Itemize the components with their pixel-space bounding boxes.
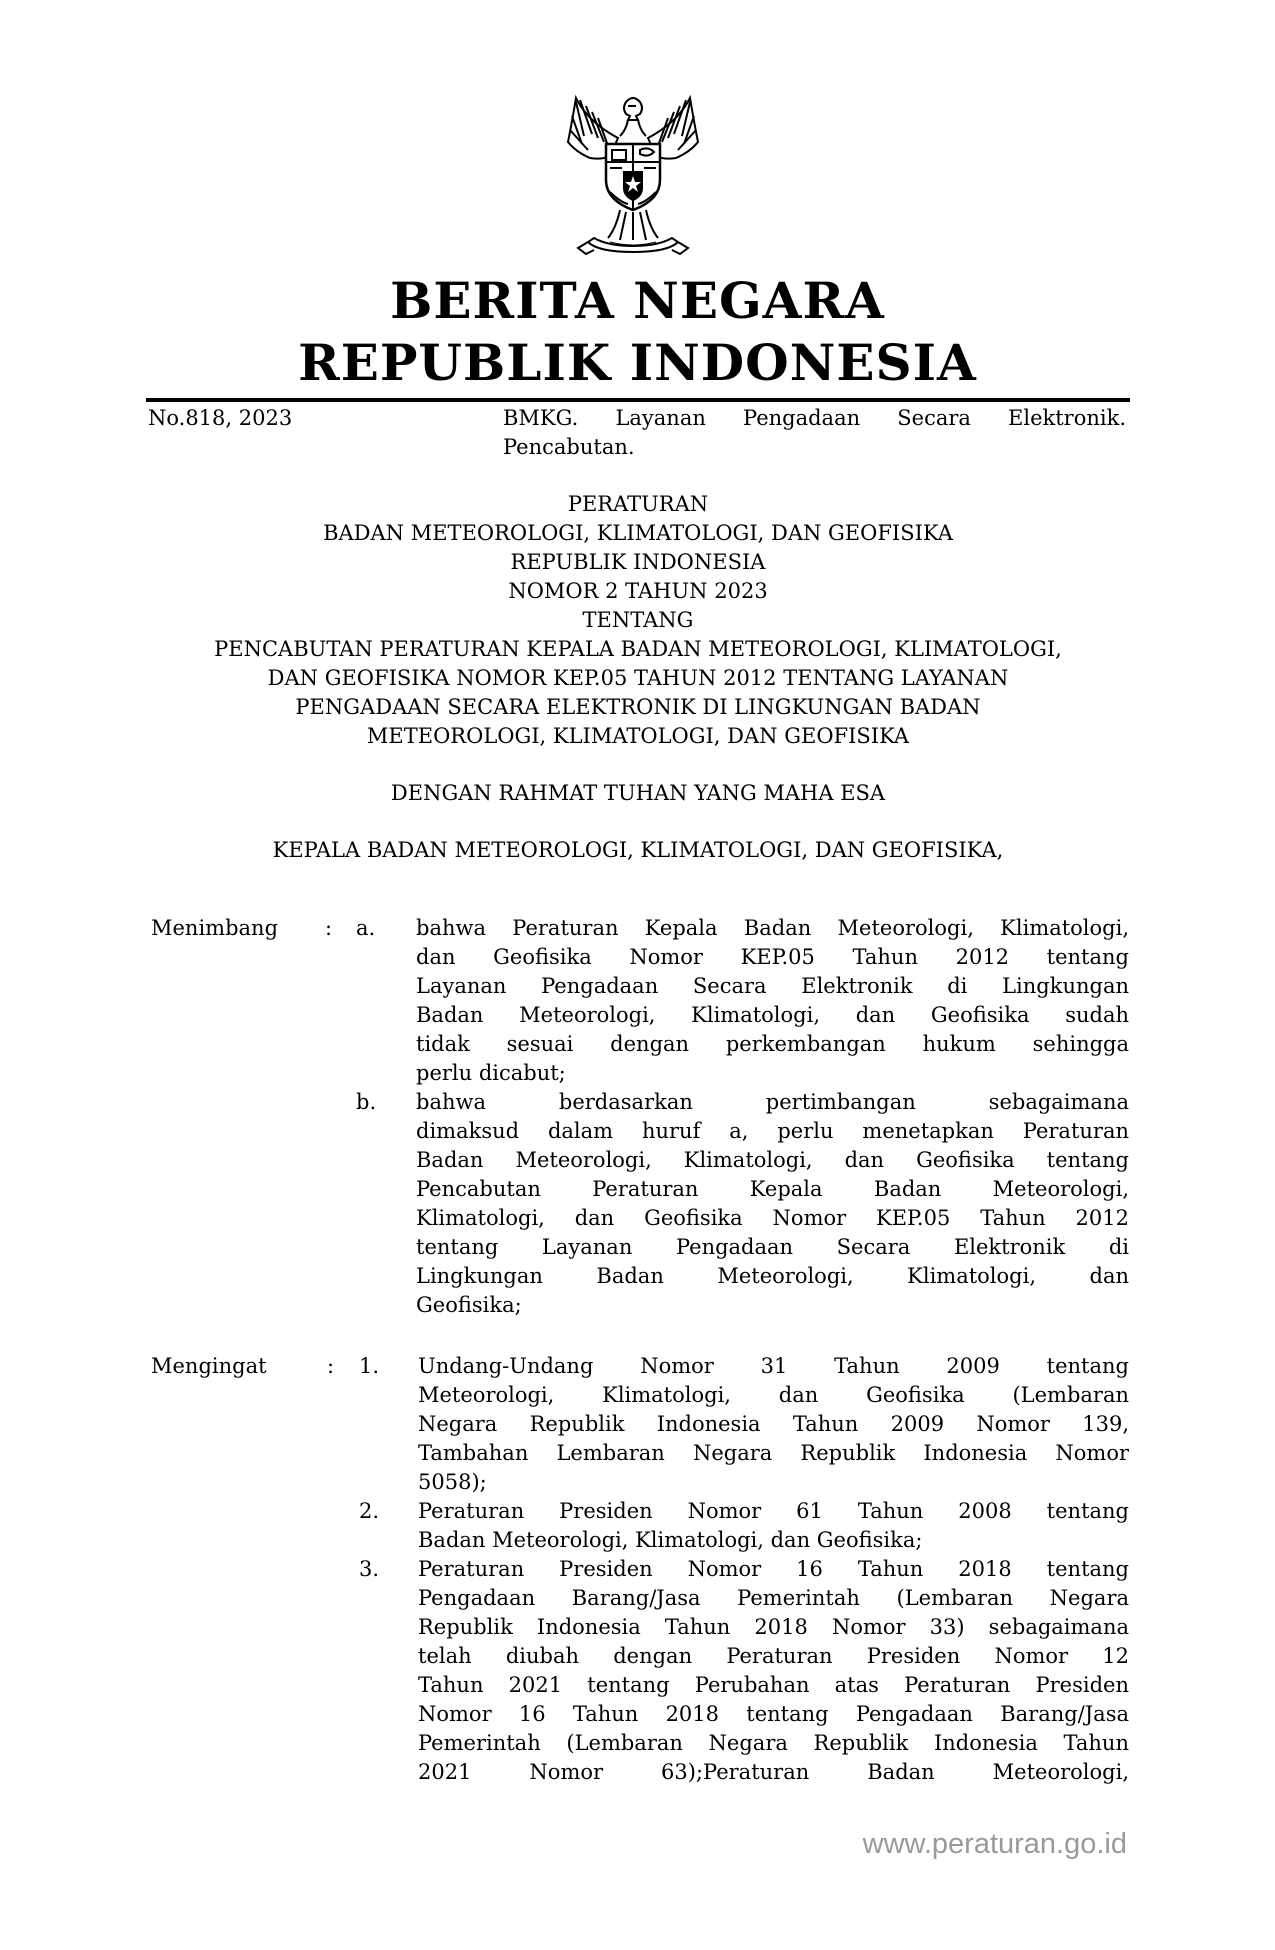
gazette-subject — [503, 404, 1126, 462]
mengingat-label: Mengingat — [151, 1354, 267, 1378]
text-line: Pengadaan Barang/Jasa Pemerintah (Lembaran Negara — [418, 1586, 1129, 1610]
item-text — [418, 1555, 1129, 1787]
text-line: bahwa Peraturan Kepala Badan Meteorologi, Klimatologi, — [416, 916, 1129, 940]
regulation-line: PENCABUTAN PERATURAN KEPALA BADAN METEOROLOGI, KLIMATOLOGI, — [214, 637, 1062, 661]
text-line: Badan Meteorologi, Klimatologi, dan Geofisika tentang — [416, 1148, 1129, 1172]
item-text — [418, 1352, 1129, 1497]
regulation-line: METEOROLOGI, KLIMATOLOGI, DAN GEOFISIKA — [366, 724, 910, 748]
footer-website-link[interactable]: www.peraturan.go.id — [862, 1828, 1127, 1860]
text-line: dan Geofisika Nomor KEP.05 Tahun 2012 tentang — [416, 945, 1129, 969]
subject-line1: BMKG. Layanan Pengadaan Secara Elektronik. — [503, 406, 1126, 430]
text-line: telah diubah dengan Peraturan Presiden Nomor 12 — [418, 1644, 1129, 1668]
text-line: Negara Republik Indonesia Tahun 2009 Nomor 139, — [418, 1412, 1129, 1436]
text-line: Tahun 2021 tentang Perubahan atas Peraturan Presiden — [418, 1673, 1129, 1697]
item-marker: 2. — [359, 1499, 380, 1523]
regulation-line: NOMOR 2 TAHUN 2023 — [508, 579, 768, 603]
menimbang-section — [146, 914, 1130, 1320]
item-marker: 1. — [359, 1354, 380, 1378]
text-line: Lingkungan Badan Meteorologi, Klimatologi, dan — [416, 1264, 1129, 1288]
menimbang-item-a — [146, 914, 1130, 1088]
text-line: perlu dicabut; — [416, 1061, 566, 1085]
subject-line2: Pencabutan. — [503, 435, 635, 459]
text-line: Meteorologi, Klimatologi, dan Geofisika (Lembaran — [418, 1383, 1129, 1407]
gazette-number: No.818, 2023 — [148, 406, 293, 430]
text-line: 2021 Nomor 63);Peraturan Badan Meteorologi, — [418, 1760, 1129, 1784]
mengingat-item-1 — [146, 1352, 1130, 1497]
text-line: Tambahan Lembaran Negara Republik Indonesia Nomor — [418, 1441, 1129, 1465]
mengingat-item-2 — [146, 1497, 1130, 1555]
item-text — [416, 914, 1129, 1088]
mengingat-item-3 — [146, 1555, 1130, 1787]
mengingat-section — [146, 1352, 1130, 1787]
issuer: KEPALA BADAN METEOROLOGI, KLIMATOLOGI, DAN GEOFISIKA, — [272, 838, 1004, 862]
text-line: Klimatologi, dan Geofisika Nomor KEP.05 Tahun 2012 — [416, 1206, 1129, 1230]
text-line: Nomor 16 Tahun 2018 tentang Pengadaan Barang/Jasa — [418, 1702, 1129, 1726]
text-line: 5058); — [418, 1470, 487, 1494]
regulation-line: TENTANG — [582, 608, 694, 632]
document-title-line1: BERITA NEGARA — [390, 271, 885, 330]
text-line: tentang Layanan Pengadaan Secara Elektronik di — [416, 1235, 1129, 1259]
menimbang-item-b — [146, 1088, 1130, 1320]
item-marker: b. — [356, 1090, 377, 1114]
menimbang-label: Menimbang — [151, 916, 279, 940]
regulation-line: PERATURAN — [567, 492, 709, 516]
item-marker: 3. — [359, 1557, 380, 1581]
regulation-line: DAN GEOFISIKA NOMOR KEP.05 TAHUN 2012 TENTANG LAYANAN — [267, 666, 1009, 690]
item-text — [418, 1497, 1129, 1555]
mengingat-colon: : — [327, 1354, 335, 1378]
title-divider — [146, 398, 1130, 402]
text-line: dimaksud dalam huruf a, perlu menetapkan Peraturan — [416, 1119, 1129, 1143]
text-line: Undang-Undang Nomor 31 Tahun 2009 tentang — [418, 1354, 1129, 1378]
text-line: bahwa berdasarkan pertimbangan sebagaimana — [416, 1090, 1129, 1114]
text-line: Geofisika; — [416, 1293, 522, 1317]
text-line: Layanan Pengadaan Secara Elektronik di Lingkungan — [416, 974, 1129, 998]
item-text — [416, 1088, 1129, 1320]
regulation-line: REPUBLIK INDONESIA — [510, 550, 766, 574]
text-line: tidak sesuai dengan perkembangan hukum sehingga — [416, 1032, 1129, 1056]
text-line: Pemerintah (Lembaran Negara Republik Indonesia Tahun — [418, 1731, 1129, 1755]
text-line: Peraturan Presiden Nomor 16 Tahun 2018 tentang — [418, 1557, 1129, 1581]
garuda-emblem-icon — [548, 92, 718, 262]
text-line: Badan Meteorologi, Klimatologi, dan Geofisika sudah — [416, 1003, 1129, 1027]
text-line: Badan Meteorologi, Klimatologi, dan Geofisika; — [418, 1528, 923, 1552]
text-line: Peraturan Presiden Nomor 61 Tahun 2008 tentang — [418, 1499, 1129, 1523]
text-line: Republik Indonesia Tahun 2018 Nomor 33) sebagaimana — [418, 1615, 1129, 1639]
document-title-line2: REPUBLIK INDONESIA — [298, 333, 977, 392]
text-line: Pencabutan Peraturan Kepala Badan Meteorologi, — [416, 1177, 1129, 1201]
menimbang-colon: : — [325, 916, 333, 940]
invocation: DENGAN RAHMAT TUHAN YANG MAHA ESA — [390, 781, 886, 805]
regulation-heading — [146, 490, 1130, 751]
item-marker: a. — [356, 916, 376, 940]
regulation-line: PENGADAAN SECARA ELEKTRONIK DI LINGKUNGAN BADAN — [295, 695, 981, 719]
regulation-line: BADAN METEOROLOGI, KLIMATOLOGI, DAN GEOFISIKA — [323, 521, 953, 545]
